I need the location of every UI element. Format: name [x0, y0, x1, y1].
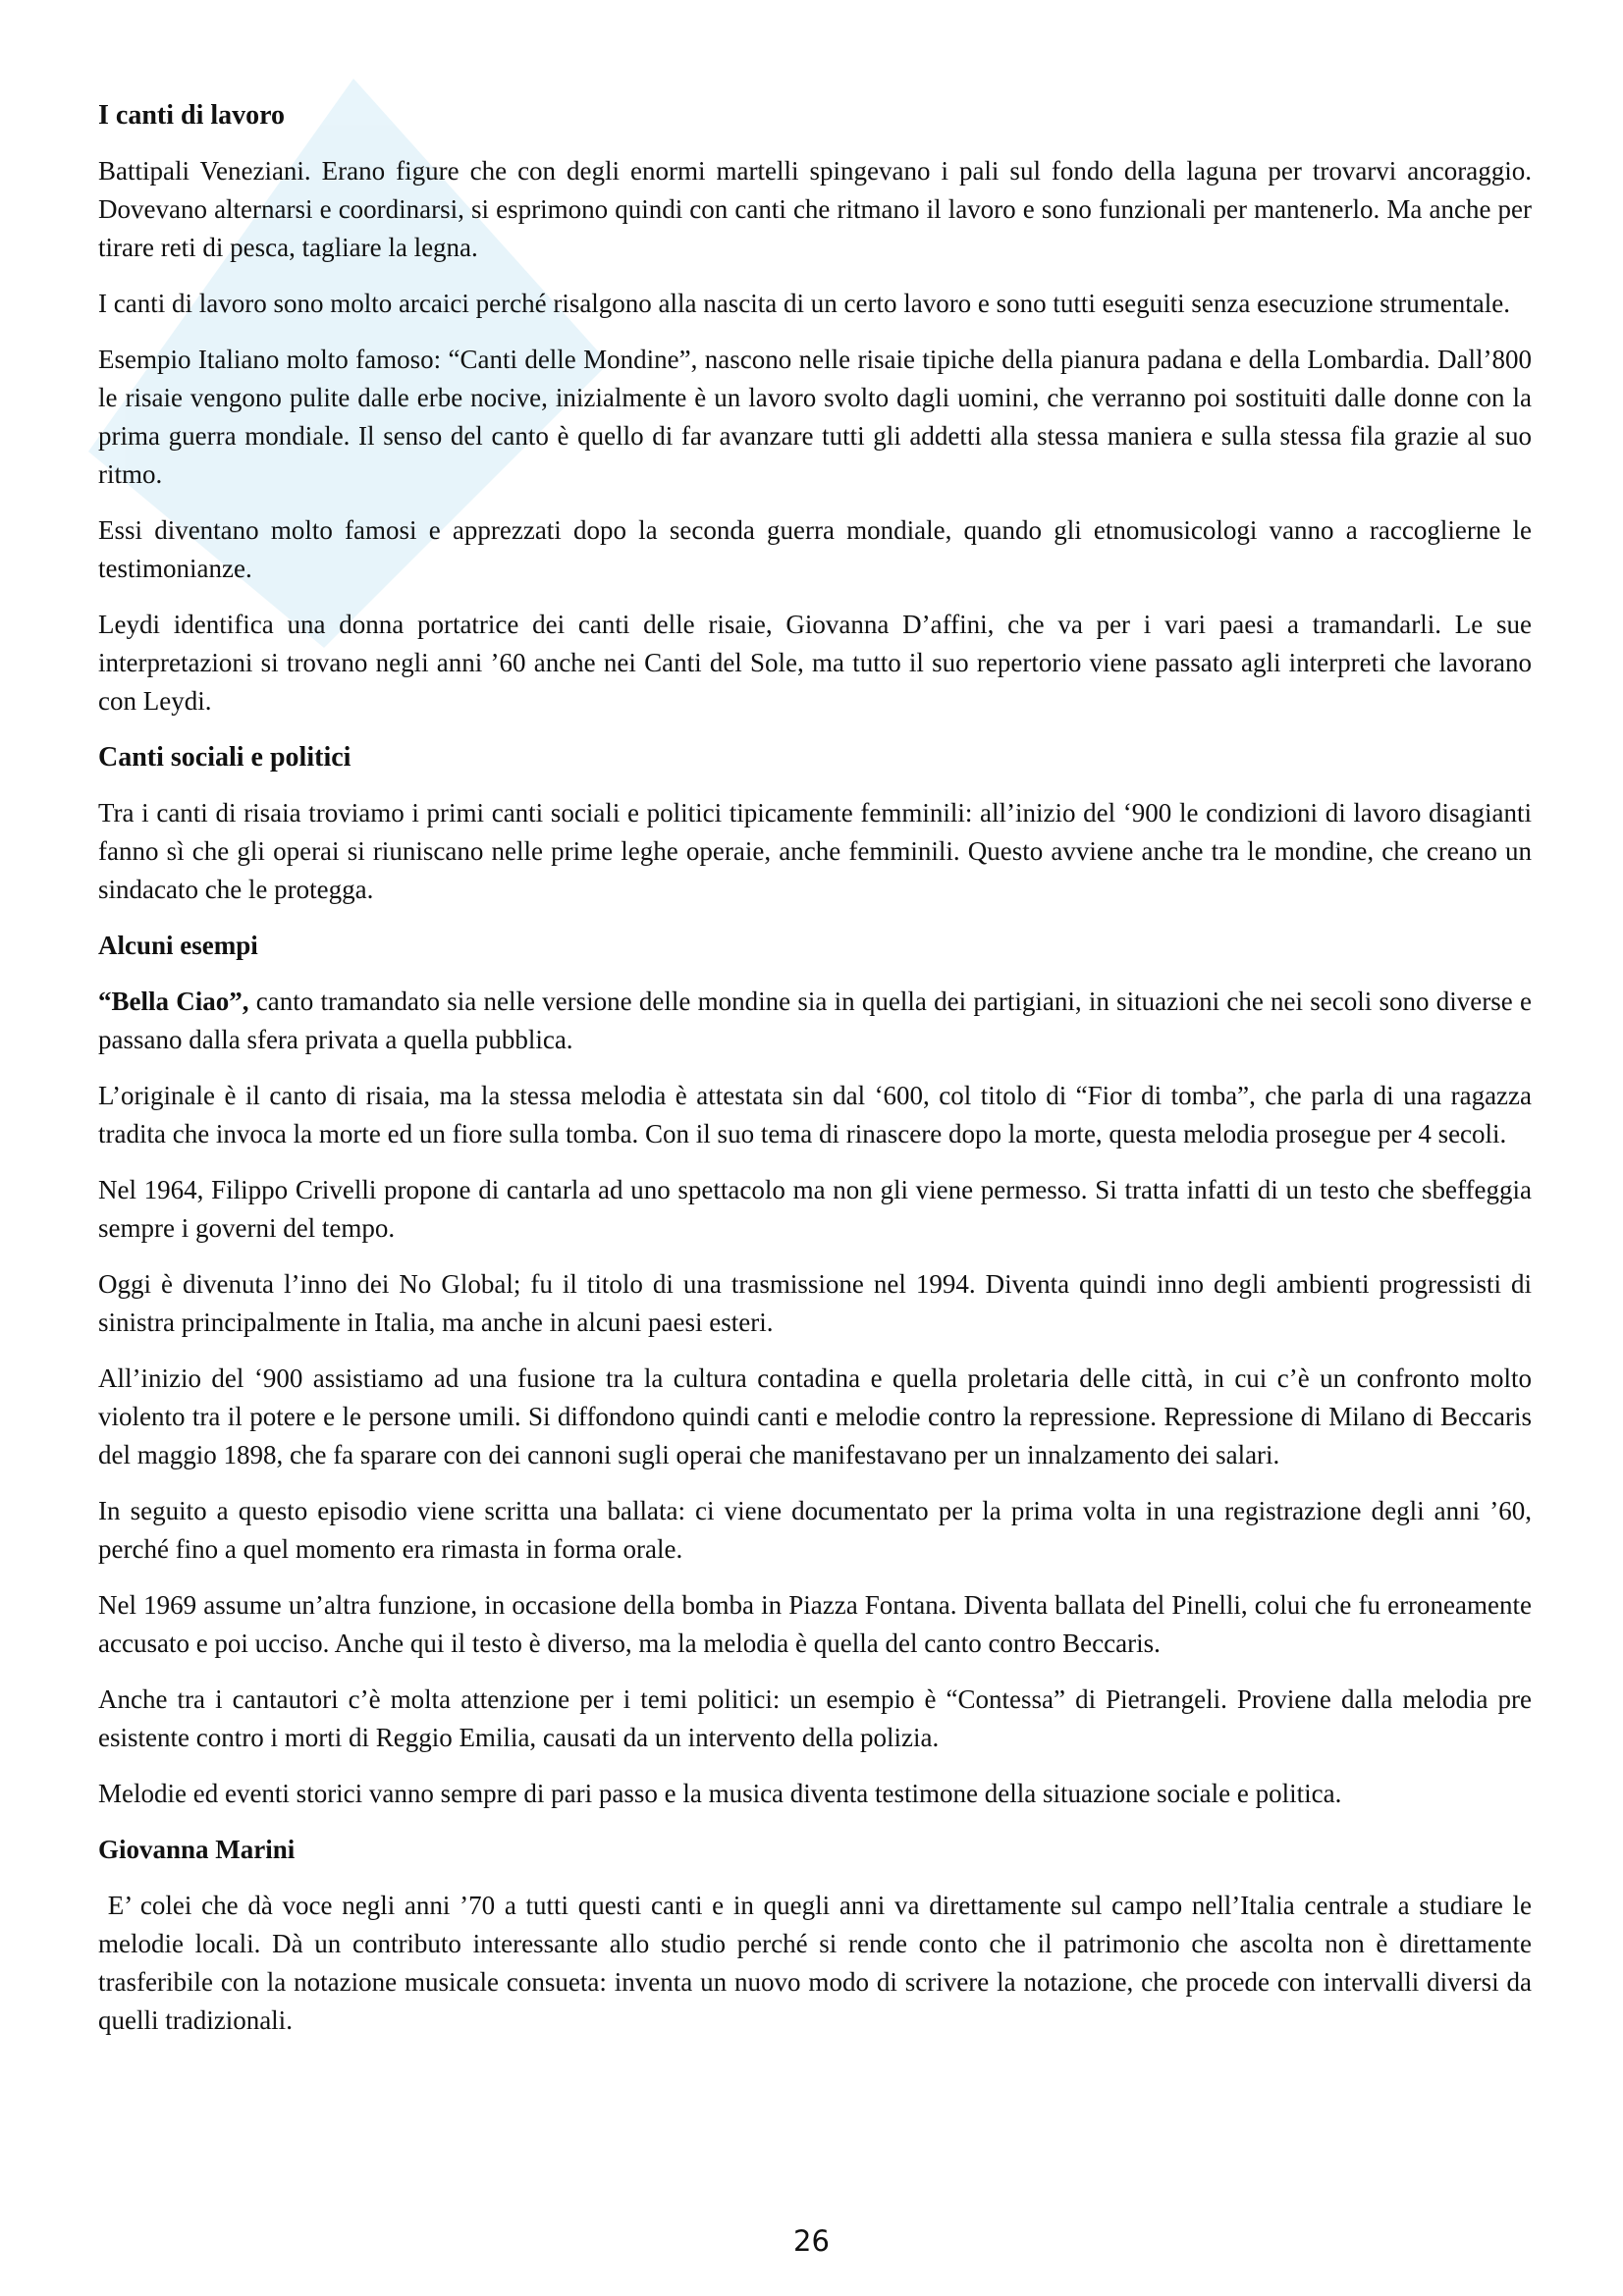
section-heading: Canti sociali e politici [98, 742, 352, 773]
paragraph: Battipali Veneziani. Erano figure che con degli enormi martelli spingevano i pali sul fondo della laguna per trovarvi ancoraggio. Dovevano alternarsi e coordinarsi, si esprimono quindi con canti che ritmano il lavoro e sono funzionali per mantenerlo. Ma anche per tirare reti di pesca, tagliare la legna. [98, 156, 1532, 262]
paragraph: Oggi è divenuta l’inno dei No Global; fu il titolo di una trasmissione nel 1994. Diventa quindi inno degli ambienti progressisti di sinistra principalmente in Italia, ma anche in alcuni paesi esteri. [98, 1269, 1532, 1337]
paragraph: Esempio Italiano molto famoso: “Canti delle Mondine”, nascono nelle risaie tipiche della pianura padana e della Lombardia. Dall’800 le risaie vengono pulite dalle erbe nocive, inizialmente è un lavoro svolto dagli uomini, che verranno poi sostituiti dalle donne con la prima guerra mondiale. Il senso del canto è quello di far avanzare tutti gli addetti alla stessa maniera e sulla stessa fila grazie al suo ritmo. [98, 345, 1532, 489]
document-page [98, 96, 1539, 2057]
paragraph: Leydi identifica una donna portatrice dei canti delle risaie, Giovanna D’affini, che va per i vari paesi a tramandarli. Le sue interpretazioni si trovano negli anni ’60 anche nei Canti del Sole, ma tutto il suo repertorio viene passato agli interpreti che lavorano con Leydi. [98, 610, 1532, 716]
section-giovanna-marini [98, 1831, 1539, 2040]
section-heading: Alcuni esempi [98, 931, 258, 960]
paragraph: L’originale è il canto di risaia, ma la stessa melodia è attestata sin dal ‘600, col titolo di “Fior di tomba”, che parla di una ragazza tradita che invoca la morte ed un fiore sulla tomba. Con il suo tema di rinascere dopo la morte, questa melodia prosegue per 4 secoli. [98, 1081, 1532, 1148]
lead-text: canto tramandato sia nelle versione delle mondine sia in quella dei partigiani, in situazioni che nei secoli sono diverse e passano dalla sfera privata a quella pubblica. [98, 987, 1533, 1054]
section-heading: I canti di lavoro [98, 100, 286, 131]
paragraph: Tra i canti di risaia troviamo i primi canti sociali e politici tipicamente femminili: all’inizio del ‘900 le condizioni di lavoro disagianti fanno sì che gli operai si riuniscano nelle prime leghe operaie, anche femminili. Questo avviene anche tra le mondine, che creano un sindacato che le protegga. [98, 798, 1532, 904]
paragraph: Anche tra i cantautori c’è molta attenzione per i temi politici: un esempio è “Contessa” di Pietrangeli. Proviene dalla melodia pre esistente contro i morti di Reggio Emilia, causati da un intervento della polizia. [98, 1684, 1532, 1752]
section-alcuni-esempi [98, 927, 1532, 1813]
paragraph: All’inizio del ‘900 assistiamo ad una fusione tra la cultura contadina e quella proletaria delle città, in cui c’è un confronto molto violento tra il potere e le persone umili. Si diffondono quindi canti e melodie contro la repressione. Repressione di Milano di Beccaris del maggio 1898, che fa sparare con dei cannoni sugli operai che manifestavano per un innalzamento dei salari. [98, 1363, 1532, 1469]
paragraph-bella-ciao [98, 983, 1532, 1059]
paragraph: Essi diventano molto famosi e apprezzati dopo la seconda guerra mondiale, quando gli etnomusicologi vanno a raccoglierne le testimonianze. [98, 515, 1532, 583]
paragraph: In seguito a questo episodio viene scritta una ballata: ci viene documentato per la prima volta in una registrazione degli anni ’60, perché fino a quel momento era rimasta in forma orale. [98, 1496, 1532, 1564]
section-canti-di-lavoro [98, 96, 1532, 721]
section-heading: Giovanna Marini [98, 1835, 296, 1864]
paragraph: Nel 1964, Filippo Crivelli propone di cantarla ad uno spettacolo ma non gli viene permesso. Si tratta infatti di un testo che sbeffeggia sempre i governi del tempo. [98, 1175, 1532, 1243]
page-number: 26 [793, 2224, 830, 2258]
section-canti-sociali [98, 738, 1532, 909]
paragraph: Nel 1969 assume un’altra funzione, in occasione della bomba in Piazza Fontana. Diventa ballata del Pinelli, colui che fu erroneamente accusato e poi ucciso. Anche qui il testo è diverso, ma la melodia è quella del canto contro Beccaris. [98, 1590, 1532, 1658]
paragraph: Melodie ed eventi storici vanno sempre di pari passo e la musica diventa testimone della situazione sociale e politica. [98, 1779, 1342, 1808]
paragraph: E’ colei che dà voce negli anni ’70 a tutti questi canti e in quegli anni va direttamente sul campo nell’Italia centrale a studiare le melodie locali. Dà un contributo interessante allo studio perché si rende conto che il patrimonio che ascolta non è direttamente trasferibile con la notazione musicale consueta: inventa un nuovo modo di scrivere la notazione, che procede con intervalli diversi da quelli tradizionali. [98, 1891, 1539, 2035]
paragraph: I canti di lavoro sono molto arcaici perché risalgono alla nascita di un certo lavoro e sono tutti eseguiti senza esecuzione strumentale. [98, 289, 1511, 318]
bold-lead: “Bella Ciao”, [98, 987, 249, 1016]
